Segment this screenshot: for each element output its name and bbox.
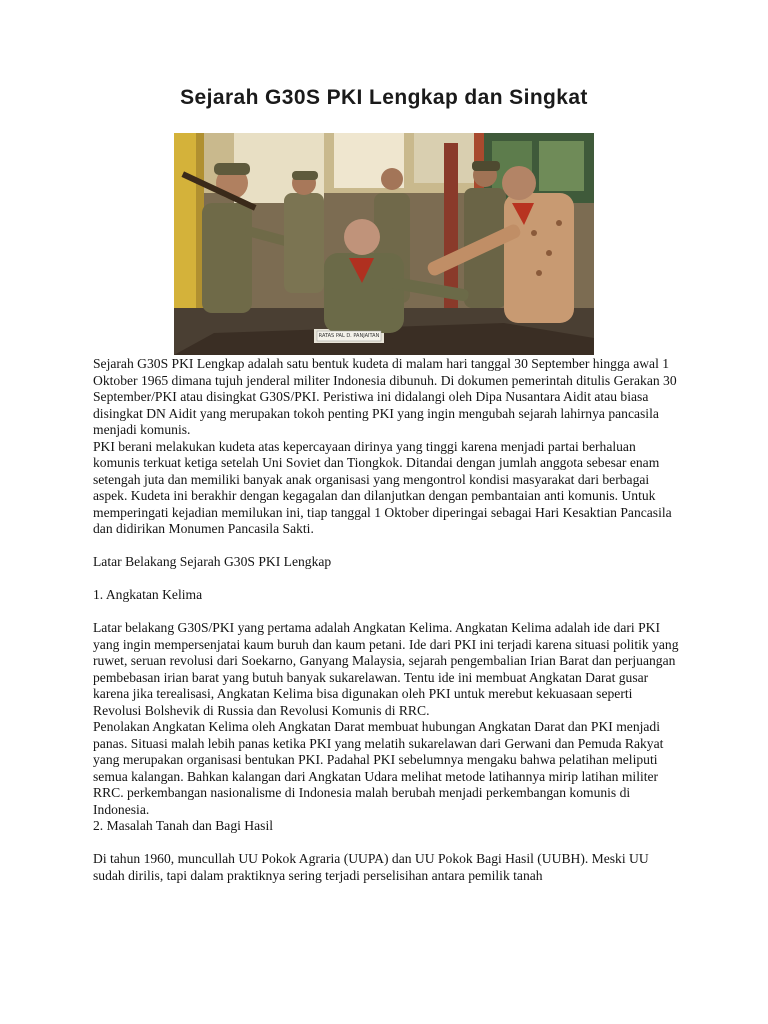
article-body: [93, 356, 683, 884]
paragraph: Di tahun 1960, muncullah UU Pokok Agraria (UUPA) dan UU Pokok Bagi Hasil (UUBH). Meski UU sudah dirilis, tapi dalam praktiknya sering terjadi perselisihan antara pemilik tanah: [93, 851, 649, 883]
section-heading: Latar Belakang Sejarah G30S PKI Lengkap: [93, 554, 332, 569]
page-title: Sejarah G30S PKI Lengkap dan Singkat: [180, 86, 588, 109]
paragraph: PKI berani melakukan kudeta atas kepercayaan dirinya yang tinggi karena menjadi partai berhaluan komunis terkuat ketiga setelah Uni Soviet dan Tiongkok. Ditandai dengan jumlah anggota sebesar enam setengah juta dan memiliki banyak anak organisasi yang mengontrol kondisi masyarakat dari berbagai aspek. Kudeta ini berakhir dengan kegagalan dan dilanjutkan dengan pembantaian anti komunis. Untuk memperingati kejadian memilukan ini, tiap tanggal 1 Oktober diperingai sebagai Hari Kesaktian Pancasila dan didirikan Monumen Pancasila Sakti.: [93, 438, 672, 536]
paragraph: Penolakan Angkatan Kelima oleh Angkatan Darat membuat hubungan Angkatan Darat dan PKI menjadi panas. Situasi malah lebih panas ketika PKI yang melatih sukarelawan dari Gerwani dan Pemuda Rakyat yang merupakan organisasi bentukan PKI. Padahal PKI sebelumnya mengaku bahwa pelatihan meliputi semua kalangan. Bahkan kalangan dari Angkatan Udara melihat metode latihannya mirip latihan militer RRC. perkembangan nasionalisme di Indonesia malah berubah menjadi perkembangan komunis di Indonesia.: [93, 719, 664, 817]
photo-sign-text: RATAS PAL D. PANJAITAN: [318, 333, 380, 339]
diorama-photo: [174, 133, 594, 355]
subsection-heading: 2. Masalah Tanah dan Bagi Hasil: [93, 818, 274, 833]
subsection-heading: 1. Angkatan Kelima: [93, 587, 203, 602]
paragraph: Sejarah G30S PKI Lengkap adalah satu bentuk kudeta di malam hari tanggal 30 September hingga awal 1 Oktober 1965 dimana tujuh jenderal militer Indonesia dibunuh. Di dokumen pemerintah ditulis Gerakan 30 September/PKI atau disingkat G30S/PKI. Peristiwa ini didalangi oleh Dipa Nusantara Aidit atau biasa disingkat DN Aidit yang merupakan tokoh penting PKI yang ingin mengubah sejarah lahirnya pancasila menjadi komunis.: [93, 356, 677, 437]
paragraph: Latar belakang G30S/PKI yang pertama adalah Angkatan Kelima. Angkatan Kelima adalah ide dari PKI yang ingin mempersenjatai kaum buruh dan kaum petani. Ide dari PKI ini terjadi karena situasi politik yang ruwet, seruan revolusi dari Soekarno, Ganyang Malaysia, sejarah pengembalian Irian Barat dan perjuangan pembebasan irian barat yang butuh banyak sukarelawan. Tentu ide ini membuat Angkatan Darat gusar karena jika terealisasi, Angkatan Kelima bisa digunakan oleh PKI untuk merebut kekuasaan seperti Revolusi Bolshevik di Russia dan Revolusi Komunis di RRC.: [93, 620, 679, 718]
